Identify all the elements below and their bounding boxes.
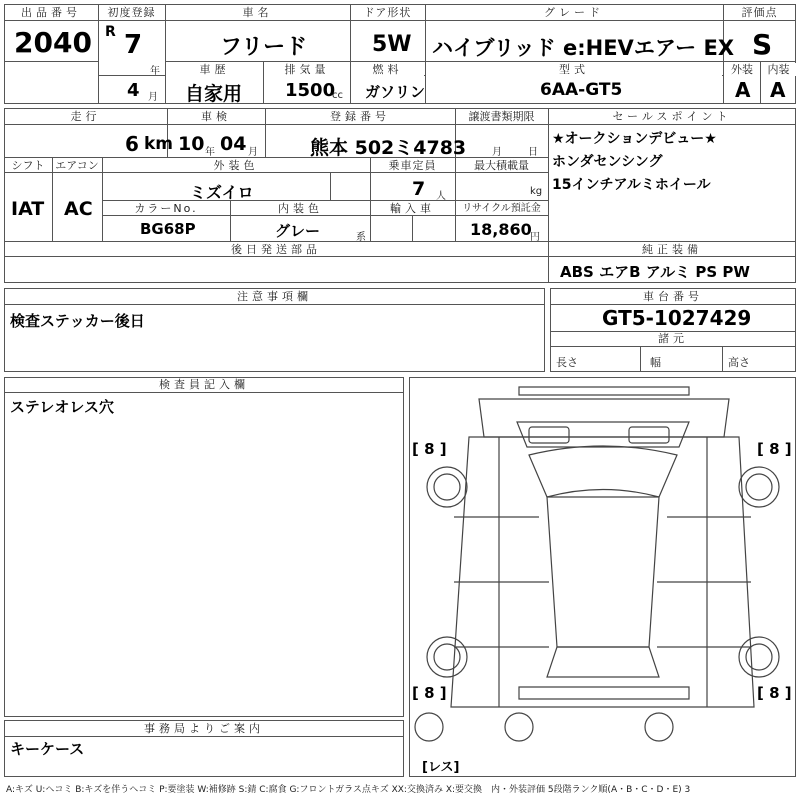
shift-header: シフト bbox=[5, 159, 51, 172]
first-reg-header: 初度登録 bbox=[99, 6, 164, 19]
lot-number-header: 出品番号 bbox=[5, 6, 97, 19]
score-header: 評価点 bbox=[724, 6, 795, 19]
displacement-unit: cc bbox=[332, 90, 343, 101]
tire-depth-rear-right: [ 8 ] bbox=[757, 684, 792, 702]
transfer-month-unit: 月 bbox=[492, 147, 502, 158]
exterior-header: 外装 bbox=[724, 63, 760, 76]
model-code: 6AA-GT5 bbox=[540, 80, 623, 100]
office-notes: キーケース bbox=[10, 740, 85, 758]
inspection-year-unit: 年 bbox=[205, 147, 215, 158]
mileage-unit: km bbox=[144, 134, 174, 154]
color-no: BG68P bbox=[140, 220, 196, 238]
selling-point-3: 15インチアルミホイール bbox=[552, 177, 711, 193]
grade: ハイブリッド e:HEVエアー EX bbox=[432, 36, 735, 60]
chassis-header: 車台番号 bbox=[551, 290, 795, 303]
headlight-left bbox=[529, 427, 569, 443]
roof bbox=[529, 446, 677, 497]
exterior-color: ミズイロ bbox=[190, 183, 254, 202]
notes-header: 注意事項欄 bbox=[5, 290, 544, 303]
interior-color: グレー bbox=[275, 222, 321, 240]
max-load-unit: kg bbox=[530, 186, 543, 197]
door-type: 5W bbox=[372, 32, 412, 57]
rear-window bbox=[547, 647, 659, 677]
color-no-header: カラーNo. bbox=[103, 202, 229, 215]
selling-point-2: ホンダセンシング bbox=[552, 154, 663, 170]
inspection-year: 10 bbox=[178, 133, 205, 155]
genuine-equipment-header: 純正装備 bbox=[549, 243, 795, 256]
mileage: 6 bbox=[125, 132, 139, 156]
rear-bumper bbox=[519, 687, 689, 699]
capacity: 7 bbox=[412, 178, 426, 200]
shift: IAT bbox=[11, 198, 45, 220]
transfer-deadline-header: 譲渡書類期限 bbox=[456, 110, 547, 123]
lot-number: 2040 bbox=[14, 26, 92, 59]
score: S bbox=[752, 28, 773, 61]
history: 自家用 bbox=[185, 83, 243, 105]
aircon-header: エアコン bbox=[53, 159, 101, 172]
import-header: 輸入車 bbox=[371, 202, 454, 215]
exterior-color-header: 外装色 bbox=[103, 159, 369, 172]
tire-depth-rear-left: [ 8 ] bbox=[412, 684, 447, 702]
spare-tire bbox=[415, 713, 443, 741]
notes: 検査ステッカー後日 bbox=[10, 312, 145, 330]
era: R bbox=[105, 24, 116, 40]
legend: A:キズ U:ヘコミ B:キズを伴うヘコミ P:要塗装 W:補修跡 S:錆 C:腐食 G:フロントガラス点キズ XX:交換済み X:要交換 内・外装評価 5段階ランク順(A・B・C・D・E) 3 bbox=[6, 785, 691, 795]
dimensions-header: 諸元 bbox=[551, 332, 795, 345]
interior-color-unit: 系 bbox=[356, 232, 366, 243]
inspector-notes: ステレオレス穴 bbox=[10, 398, 114, 416]
interior-score: A bbox=[770, 78, 786, 102]
mileage-header: 走行 bbox=[5, 110, 166, 123]
length-label: 長さ bbox=[556, 356, 578, 369]
fuel-header: 燃料 bbox=[351, 63, 424, 76]
month-unit: 月 bbox=[148, 92, 158, 103]
displacement: 1500 bbox=[285, 80, 336, 101]
front-bumper bbox=[519, 387, 689, 395]
spare-tire-label: [レス] bbox=[422, 760, 460, 775]
inspection-month-unit: 月 bbox=[248, 147, 258, 158]
tire-front-left bbox=[427, 467, 467, 507]
height-label: 高さ bbox=[728, 356, 750, 369]
registration-header: 登録番号 bbox=[266, 110, 454, 123]
hood bbox=[479, 399, 729, 437]
office-header: 事務局よりご案内 bbox=[5, 722, 403, 735]
tire-depth-front-left: [ 8 ] bbox=[412, 440, 447, 458]
tire-bottom-right bbox=[645, 713, 673, 741]
history-header: 車歴 bbox=[166, 63, 263, 76]
recycle-header: リサイクル預託金 bbox=[456, 202, 547, 215]
cabin bbox=[547, 497, 659, 647]
door-header: ドア形状 bbox=[351, 6, 424, 19]
interior-header: 内装 bbox=[761, 63, 796, 76]
first-reg-month: 4 bbox=[127, 80, 140, 101]
chassis-number: GT5-1027429 bbox=[602, 306, 752, 330]
tire-front-right bbox=[739, 467, 779, 507]
interior-color-header: 内装色 bbox=[231, 202, 370, 215]
tire-bottom-left bbox=[505, 713, 533, 741]
fuel: ガソリン bbox=[365, 83, 426, 101]
max-load-header: 最大積載量 bbox=[456, 159, 547, 172]
tire-depth-front-right: [ 8 ] bbox=[757, 440, 792, 458]
recycle-fee: 18,860 bbox=[470, 220, 532, 239]
inspector-box bbox=[4, 377, 404, 717]
later-parts-header: 後日発送部品 bbox=[5, 243, 547, 256]
car-name-header: 車名 bbox=[166, 6, 349, 19]
selling-point-1: ★オークションデビュー★ bbox=[552, 131, 717, 147]
recycle-unit: 円 bbox=[530, 232, 540, 243]
inspector-header: 検査員記入欄 bbox=[5, 378, 403, 391]
aircon: AC bbox=[64, 198, 93, 220]
selling-points-header: セールスポイント bbox=[549, 110, 795, 123]
grade-header: グレード bbox=[426, 6, 722, 19]
displacement-header: 排気量 bbox=[264, 63, 350, 76]
transfer-day-unit: 日 bbox=[528, 147, 538, 158]
headlight-right bbox=[629, 427, 669, 443]
model-header: 型式 bbox=[426, 63, 722, 76]
tire-rear-left bbox=[427, 637, 467, 677]
year-unit: 年 bbox=[150, 66, 160, 77]
width-label: 幅 bbox=[650, 356, 661, 369]
registration-number: 熊本 502ミ4783 bbox=[310, 137, 467, 159]
body-outline bbox=[451, 437, 754, 707]
inspection-month: 04 bbox=[220, 133, 247, 155]
inspection-header: 車検 bbox=[168, 110, 264, 123]
capacity-unit: 人 bbox=[436, 191, 446, 202]
exterior-score: A bbox=[735, 78, 751, 102]
tire-rear-right bbox=[739, 637, 779, 677]
genuine-equipment: ABS エアB アルミ PS PW bbox=[560, 263, 750, 281]
first-reg-year: 7 bbox=[124, 30, 143, 60]
car-name: フリード bbox=[220, 35, 308, 60]
capacity-header: 乗車定員 bbox=[371, 159, 454, 172]
car-diagram bbox=[409, 377, 796, 777]
